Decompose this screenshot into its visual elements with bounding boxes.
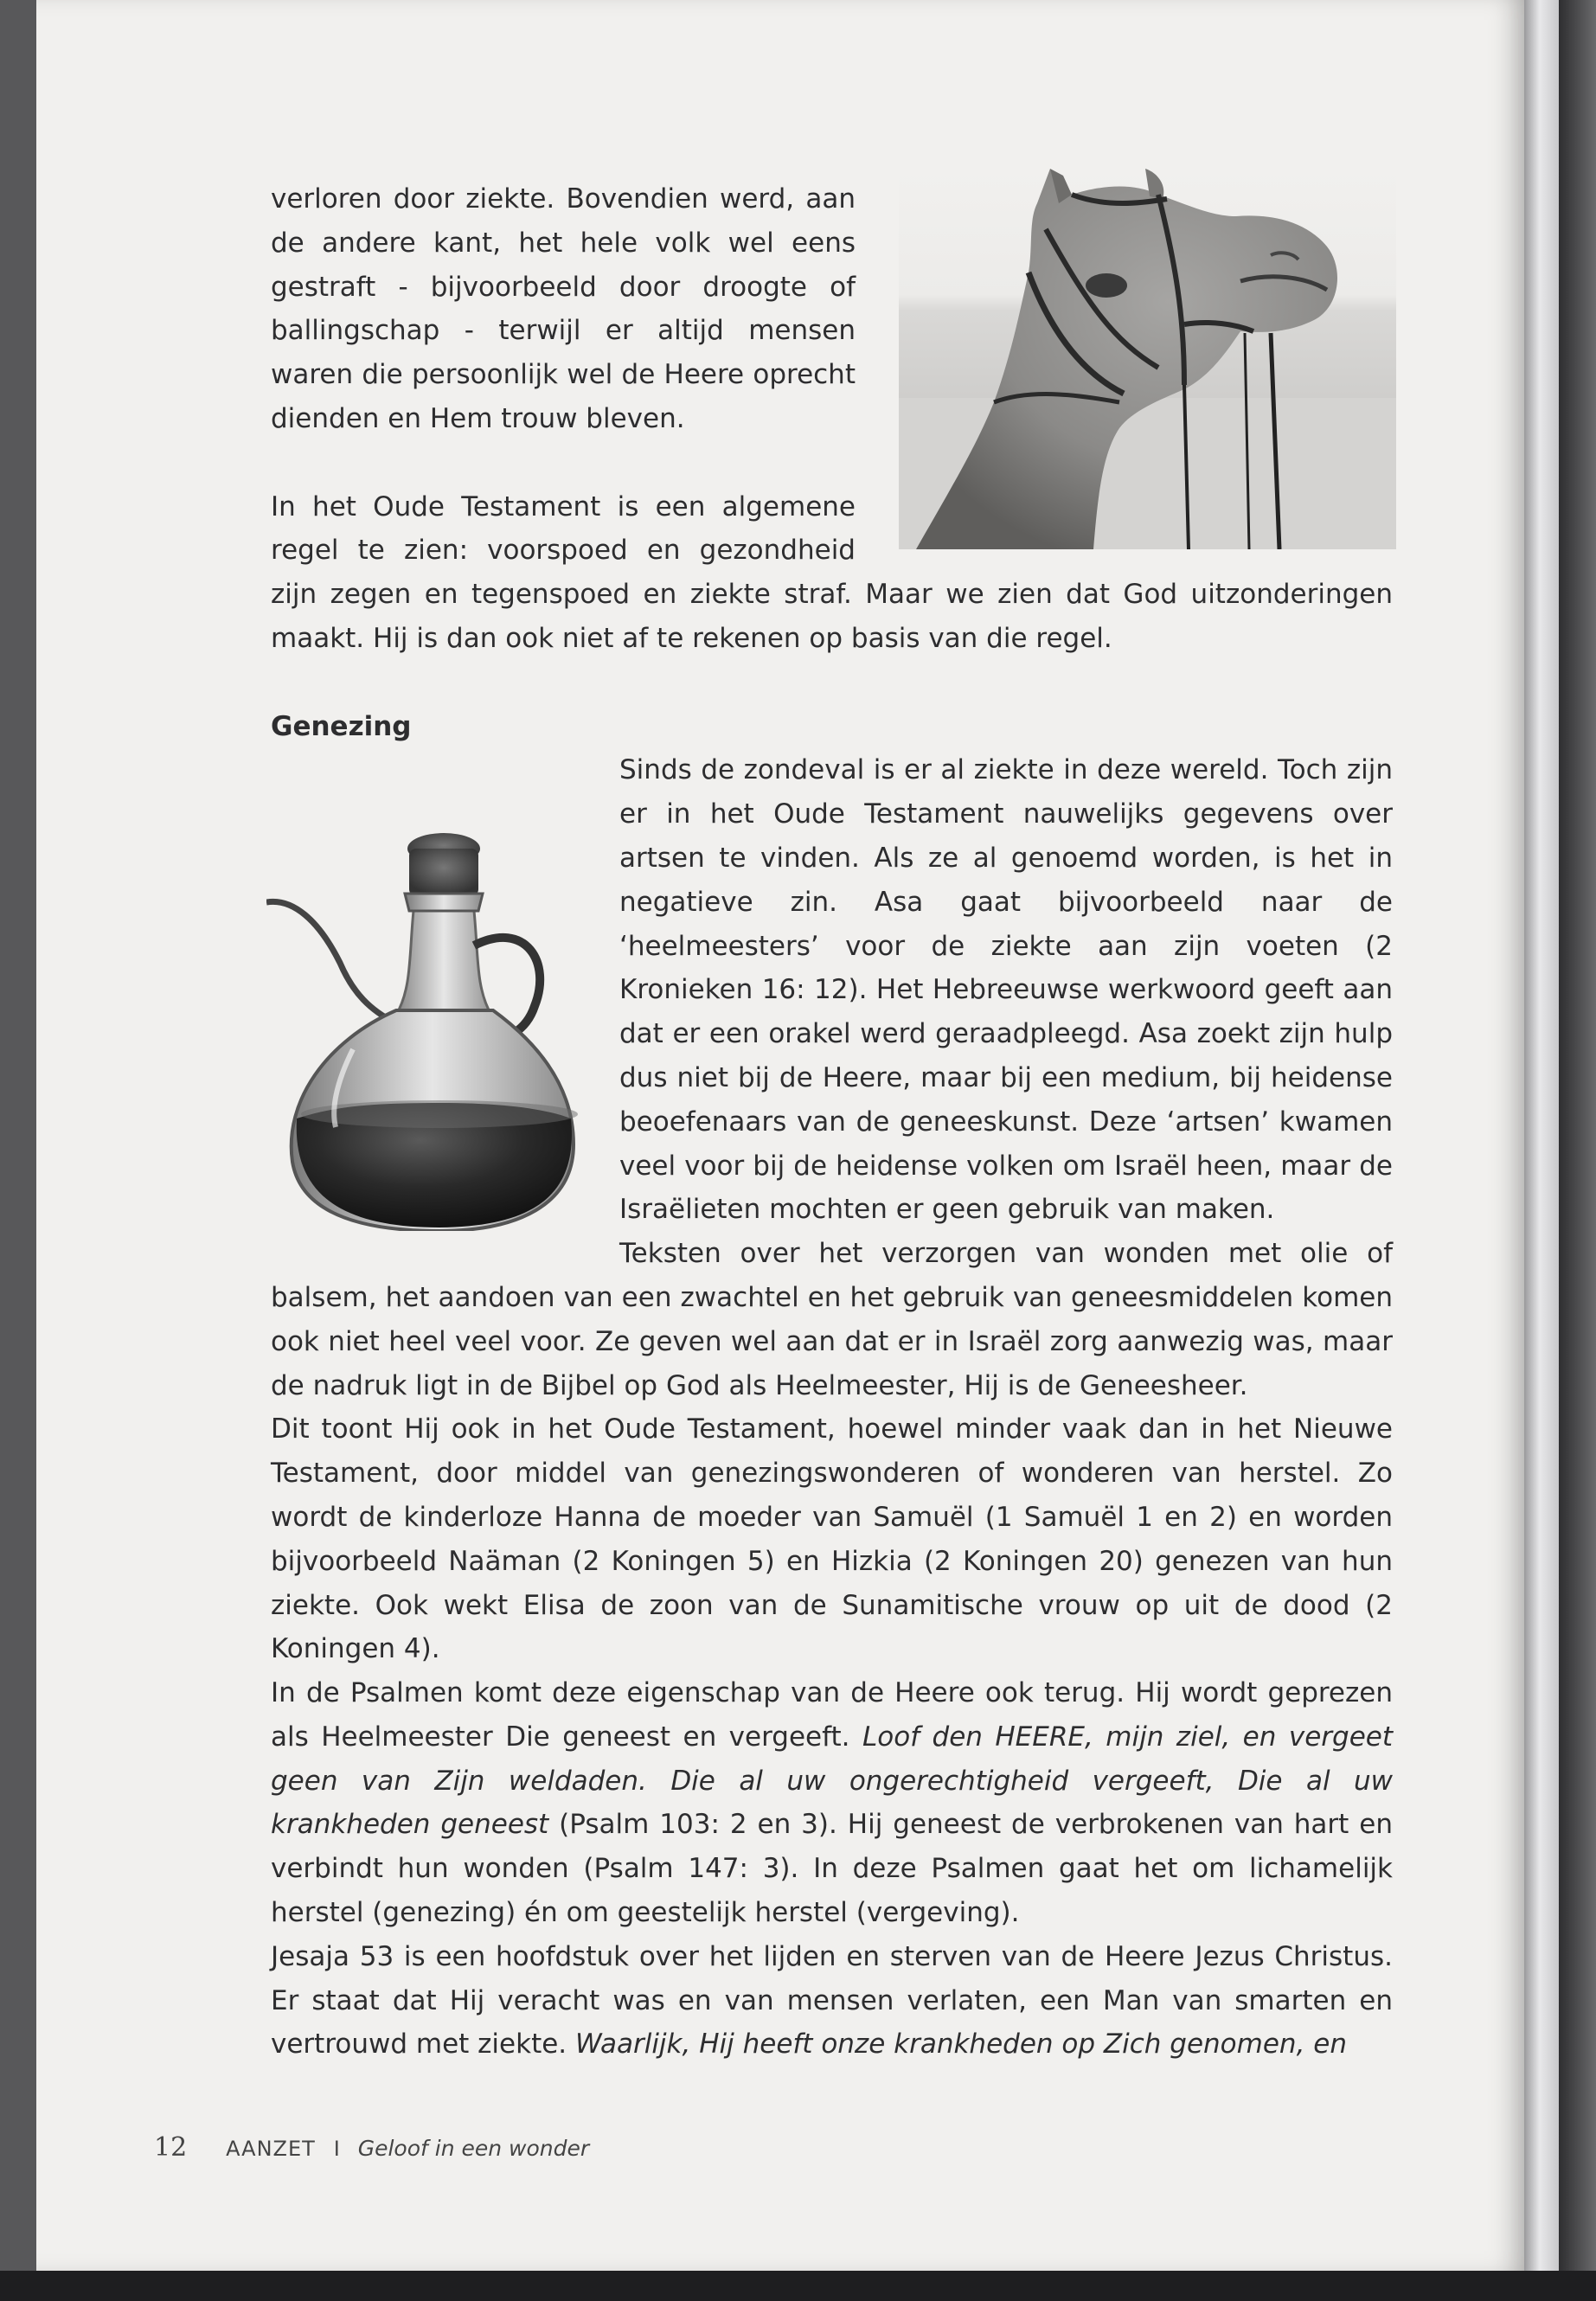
page-footer <box>154 2132 589 2163</box>
paragraph-6 <box>271 1671 1393 1935</box>
paragraph-6-text-a: In de Psalmen komt deze eigenschap van de Heere ook terug. Hij wordt geprezen als Heelmeester Die geneest en vergeeft. <box>271 1677 1393 1753</box>
body-text <box>271 177 1393 2067</box>
book-spine <box>1524 0 1559 2275</box>
scanner-bottom-band <box>0 2271 1596 2301</box>
series-name: AANZET <box>226 2137 316 2161</box>
camel-photo <box>899 169 1396 549</box>
paragraph-4: Teksten over het verzorgen van wonden met olie of balsem, het aandoen van een zwachtel en het gebruik van geneesmiddelen komen ook niet heel veel voor. Ze geven wel aan dat er in Israël zorg aanwezig was, maar de nadruk ligt in de Bijbel op God als Heelmeester, Hij is de Geneesheer. <box>271 1238 1393 1401</box>
book-edge <box>1559 0 1596 2301</box>
paragraph-2: In het Oude Testament is een algemene regel te zien: voorspoed en gezondheid zijn zegen en tegenspoed en ziekte straf. Maar we zien dat God uitzonderingen maakt. Hij is dan ook niet af te rekenen op basis van die regel. <box>271 490 1393 654</box>
paragraph-3-text: Sinds de zondeval is er al ziekte in deze wereld. Toch zijn er in het Oude Testament nauwelijks gegevens over artsen te vinden. Als ze al genoemd worden, is het in negatieve zin. Asa gaat bijvoorbeeld naar de ‘heelmeesters’ voor de ziekte aan zijn voeten (2 Kronieken 16: 12). Het Hebreeuwse werkwoord geeft aan dat er een orakel werd geraadpleegd. Asa zoekt zijn hulp dus niet bij de Heere, maar bij een medium, bij heidense beoefenaars van de geneeskunst. Deze ‘artsen’ kwamen veel voor bij de heidense volken om Israël heen, maar de Israëlieten mochten er geen gebruik van maken. <box>619 754 1393 1226</box>
paragraph-6-text-b: (Psalm 103: 2 en 3). Hij geneest de verbrokenen van hart en verbindt hun wonden (Psalm 147: 3). In deze Psalmen gaat het om lichamelijk herstel (genezing) én om geestelijk herstel (vergeving). <box>271 1809 1393 1929</box>
isaiah-quote: Waarlijk, Hij heeft onze krankheden op Zich genomen, en <box>575 2029 1347 2061</box>
paragraph-3 <box>271 748 1393 1232</box>
camel-image <box>899 169 1396 549</box>
paragraph-7-text-a: Jesaja 53 is een hoofdstuk over het lijden en sterven van de Heere Jezus Christus. Er staat dat Hij veracht was en van mensen verlaten, een Man van smarten en vertrouwd met ziekte. <box>271 1940 1393 2061</box>
paragraph-7 <box>271 1935 1393 2067</box>
paragraph-5: Dit toont Hij ook in het Oude Testament, hoewel minder vaak dan in het Nieuwe Testament, door middel van genezingswonderen of wonderen van herstel. Zo wordt de kinderloze Hanna de moeder van Samuël (1 Samuël 1 en 2) en worden bijvoorbeeld Naäman (2 Koningen 5) en Hizkia (2 Koningen 20) genezen van hun ziekte. Ook wekt Elisa de zoon van de Sunamitische vrouw op uit de dood (2 Koningen 4). <box>271 1413 1393 1665</box>
footer-separator: I <box>333 2137 340 2161</box>
section-heading-genezing: Genezing <box>271 710 412 742</box>
oil-bottle-image <box>266 824 593 1231</box>
paragraph-1: verloren door ziekte. Bovendien werd, aan de andere kant, het hele volk wel eens gestraft - bijvoorbeeld door droogte of ballingschap - terwijl er altijd mensen waren die persoonlijk wel de Heere oprecht dienden en Hem trouw bleven. <box>271 183 856 434</box>
book-title: Geloof in een wonder <box>357 2136 590 2161</box>
oil-bottle-photo <box>266 824 593 1274</box>
page-number: 12 <box>154 2132 188 2163</box>
psalm-quote: Loof den HEERE, mijn ziel, en vergeet geen van Zijn weldaden. Die al uw ongerechtigheid vergeeft, Die al uw krankheden geneest <box>271 1721 1393 1841</box>
